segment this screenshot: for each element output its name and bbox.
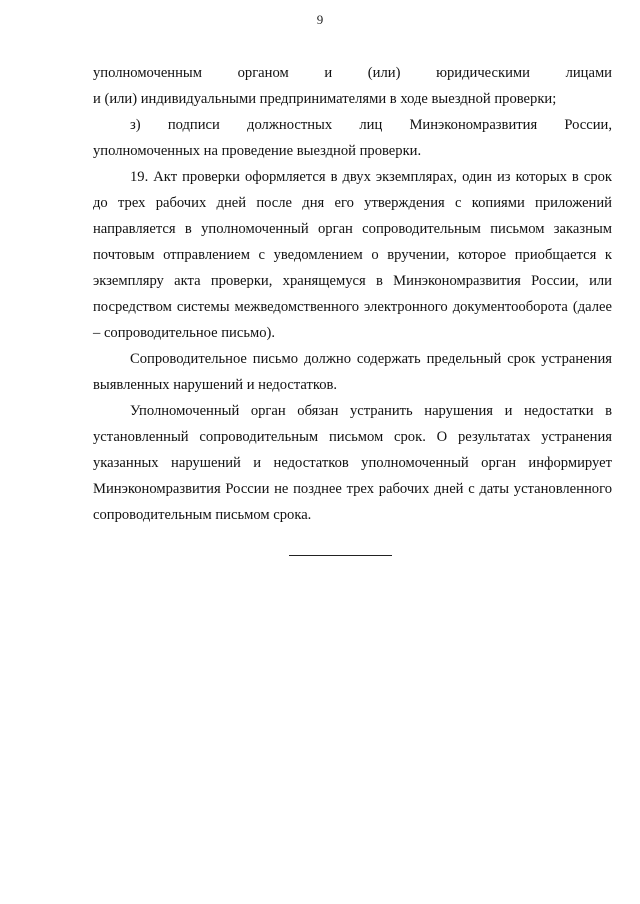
paragraph-cover-letter: Сопроводительное письмо должно содержать предельный срок устранения выявленных нарушений и недостатков. [93, 351, 612, 393]
paragraph-continuation-line-1: уполномоченным органом и (или) юридическими лицами [93, 65, 612, 81]
document-body [93, 60, 612, 528]
paragraph-19: 19. Акт проверки оформляется в двух экземплярах, один из которых в срок до трех рабочих дней после дня его утверждения с копиями приложений направляется в уполномоченный орган сопроводительным письмом заказным почтовым отправлением с уведомлением о вручении, которое приобщается к экземпляру акта проверки, хранящемуся в Минэкономразвития России, или посредством системы межведомственного электронного документооборота (далее – сопроводительное письмо). [93, 169, 612, 341]
list-item-z-line-2: уполномоченных на проведение выездной проверки. [93, 143, 422, 159]
paragraph-continuation-line-2: и (или) индивидуальными предпринимателями в ходе выездной проверки; [93, 91, 557, 107]
paragraph-authorized-body: Уполномоченный орган обязан устранить нарушения и недостатки в установленный сопроводительным письмом срок. О результатах устранения указанных нарушений и недостатков уполномоченный орган информирует Минэкономразвития России не позднее трех рабочих дней с даты установленного сопроводительным письмом срока. [93, 403, 612, 523]
page-number: 9 [316, 12, 324, 27]
end-of-document-rule [289, 555, 392, 556]
list-item-z-line-1: з) подписи должностных лиц Минэкономразвития России, [130, 117, 612, 133]
